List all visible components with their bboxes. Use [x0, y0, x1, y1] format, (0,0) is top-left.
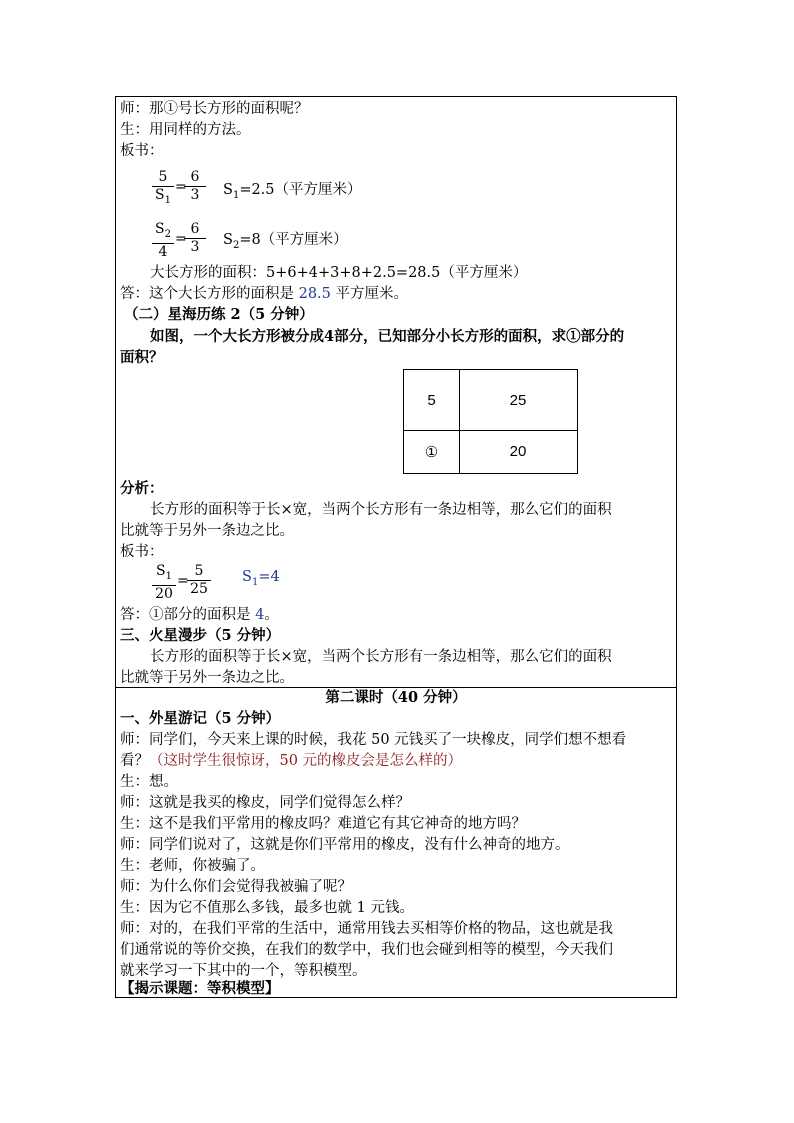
section-heading: 三、火星漫步（5 分钟） [120, 627, 281, 644]
rectangle-diagram [403, 369, 578, 474]
fraction: $\frac{6}{3}$ [184, 169, 206, 204]
s1-result: $S_1=2.5$（平方厘米） [223, 182, 362, 201]
text-line: 师：那①号长方形的面积呢？ [120, 101, 309, 117]
big-rectangle-area: 大长方形的面积：5+6+4+3+8+2.5=28.5（平方厘米） [150, 265, 528, 281]
question-line: 面积？ [120, 349, 164, 366]
text-line: 生：用同样的方法。 [120, 122, 251, 138]
fraction: $\frac{S_2}{4}$ [152, 221, 174, 261]
text-line: 师：同学们说对了，这就是你们平常用的橡皮，没有什么神奇的地方。 [120, 837, 570, 853]
cell-bottom-left: ① [424, 443, 439, 461]
cell-top-left: 5 [427, 391, 436, 409]
text-line: 生：这不是我们平常用的橡皮吗？难道它有其它神奇的地方吗？ [120, 816, 526, 832]
text-line: 生：想。 [120, 774, 178, 790]
text-line: 长方形的面积等于长×宽，当两个长方形有一条边相等，那么它们的面积 [150, 502, 612, 518]
fraction: $\frac{6}{3}$ [184, 221, 206, 256]
text-line: 板书： [120, 143, 164, 159]
cell-bottom-right: 20 [509, 443, 527, 460]
s2-result: $S_2=8$（平方厘米） [223, 232, 348, 251]
fraction: $\frac{5}{25}$ [187, 563, 211, 598]
text-line: 比就等于另外一条边之比。 [120, 523, 294, 539]
text-line: 们通常说的等价交换，在我们的数学中，我们也会碰到相等的模型，今天我们 [120, 942, 613, 958]
text-line: 长方形的面积等于长×宽，当两个长方形有一条边相等，那么它们的面积 [150, 649, 612, 665]
answer-line: 答：①部分的面积是 4。 [120, 607, 279, 623]
analysis-label: 分析： [120, 480, 164, 497]
text-line: 师：同学们，今天来上课的时候，我花 50 元钱买了一块橡皮，同学们想不想看 [120, 732, 627, 748]
text-line: 师：这就是我买的橡皮，同学们觉得怎么样？ [120, 795, 410, 811]
section-heading: 一、外星游记（5 分钟） [120, 710, 281, 727]
text-line: 就来学习一下其中的一个，等积模型。 [120, 963, 367, 979]
text-line: 师：对的，在我们平常的生活中，通常用钱去买相等价格的物品，这也就是我 [120, 921, 613, 937]
answer-line: 答：这个大长方形的面积是 28.5 平方厘米。 [120, 286, 409, 302]
text-line: 生：因为它不值那么多钱，最多也就 1 元钱。 [120, 900, 414, 916]
section-heading: （二）星海历练 2（5 分钟） [124, 306, 314, 323]
text-line: 生：老师，你被骗了。 [120, 858, 265, 874]
lesson-plan-frame [115, 96, 677, 998]
text-line: 板书： [120, 544, 164, 560]
cell-top-right: 25 [509, 391, 527, 409]
equals-sign: = [175, 231, 187, 247]
text-line: 比就等于另外一条边之比。 [120, 670, 294, 686]
lesson-title: 第二课时（40 分钟） [325, 689, 467, 706]
fraction: $\frac{S_1}{20}$ [152, 563, 176, 603]
question-line: 如图，一个大长方形被分成4部分，已知部分小长方形的面积，求①部分的 [150, 328, 625, 345]
fraction: $\frac{5}{S_1}$ [152, 169, 174, 209]
text-line: 看？（这时学生很惊讶，50 元的橡皮会是怎么样的） [120, 753, 463, 769]
equals-sign: = [175, 179, 187, 195]
topic-reveal: 【揭示课题：等积模型】 [120, 980, 280, 997]
text-line: 师：为什么你们会觉得我被骗了呢？ [120, 879, 352, 895]
s-result: $S_1=4$ [242, 569, 280, 588]
equals-sign: = [177, 573, 189, 589]
